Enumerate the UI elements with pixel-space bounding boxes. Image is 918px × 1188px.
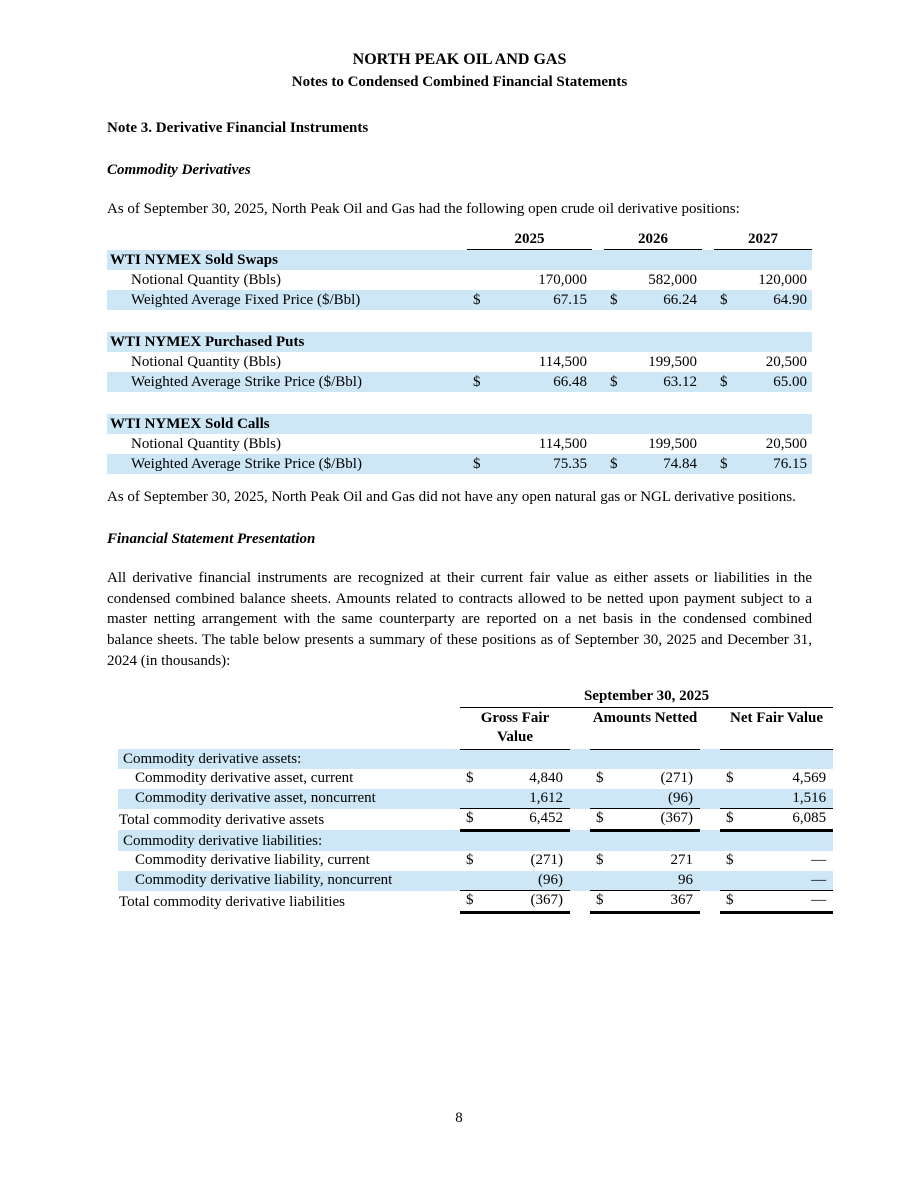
dollar-sign: $ [726, 892, 734, 909]
date-header-row [118, 687, 833, 707]
dollar-sign: $ [466, 852, 474, 869]
spacer-row [107, 310, 812, 332]
table-row: Notional Quantity (Bbls) 114,500 199,500 20,500 [131, 353, 807, 370]
note-heading: Note 3. Derivative Financial Instruments [107, 120, 369, 136]
category-row-assets: Commodity derivative assets: [118, 749, 833, 769]
year-2025: 2025 [467, 229, 592, 250]
spacer-row [107, 392, 812, 414]
dollar-sign: $ [466, 810, 474, 827]
table-row: Notional Quantity (Bbls) 114,500 199,500 20,500 [131, 435, 807, 452]
dollar-sign: $ [596, 810, 604, 827]
year-2027: 2027 [714, 229, 812, 250]
dollar-sign: $ [596, 852, 604, 869]
table-row: Commodity derivative liability, noncurrent (96) 96 — [118, 871, 833, 891]
column-header-row [118, 707, 833, 749]
dollar-sign: $ [726, 810, 734, 827]
dollar-sign: $ [720, 455, 728, 472]
table-row: Commodity derivative liability, current $ (271) $ 271 $ — [118, 851, 833, 871]
commodity-derivatives-heading: Commodity Derivatives [107, 162, 251, 178]
dollar-sign: $ [473, 455, 481, 472]
dollar-sign: $ [610, 455, 618, 472]
dollar-sign: $ [720, 373, 728, 390]
section-sold-calls: WTI NYMEX Sold Calls [107, 414, 812, 434]
table-row: Weighted Average Fixed Price ($/Bbl) $ 67.15 $ 66.24 $ 64.90 [107, 290, 812, 310]
table-row: Weighted Average Strike Price ($/Bbl) $ 66.48 $ 63.12 $ 65.00 [107, 372, 812, 392]
dollar-sign: $ [596, 770, 604, 787]
dollar-sign: $ [610, 291, 618, 308]
paragraph-presentation: All derivative financial instruments are recognized at their current fair value as either assets or liabilities in the condensed combined balance sheets. Amounts related to contracts allowed to be netted upon payment subject to a master netting arrangement with the same counterparty are reported on a net basis in the condensed combined balance sheets. The table below presents a summary of these positions as of September 30, 2025 and December 31, 2024 (in thousands): [107, 570, 812, 669]
dollar-sign: $ [720, 291, 728, 308]
paragraph-open-positions: As of September 30, 2025, North Peak Oil and Gas had the following open crude oil derivative positions: [107, 201, 740, 217]
dollar-sign: $ [473, 291, 481, 308]
section-purchased-puts: WTI NYMEX Purchased Puts [107, 332, 812, 352]
dollar-sign: $ [466, 770, 474, 787]
column-header-gross: Gross Fair Value [460, 707, 570, 749]
summary-table [118, 687, 833, 914]
dollar-sign: $ [596, 892, 604, 909]
category-row-liabilities: Commodity derivative liabilities: [118, 830, 833, 851]
total-row-assets: Total commodity derivative assets $ 6,452 $ (367) $ 6,085 [118, 809, 833, 831]
table-row: Weighted Average Strike Price ($/Bbl) $ 75.35 $ 74.84 $ 76.15 [107, 454, 812, 474]
total-row-liabilities: Total commodity derivative liabilities $ (367) $ 367 $ — [118, 891, 833, 913]
dollar-sign: $ [466, 892, 474, 909]
dollar-sign: $ [610, 373, 618, 390]
dollar-sign: $ [473, 373, 481, 390]
page-number: 8 [455, 1110, 463, 1126]
presentation-heading: Financial Statement Presentation [107, 531, 316, 548]
dollar-sign: $ [726, 852, 734, 869]
date-header: September 30, 2025 [460, 687, 833, 707]
dollar-sign: $ [726, 770, 734, 787]
positions-table [107, 229, 812, 474]
column-header-netted: Amounts Netted [590, 707, 700, 749]
table-row: Commodity derivative asset, noncurrent 1,612 (96) 1,516 [118, 789, 833, 809]
table-row: Commodity derivative asset, current $ 4,840 $ (271) $ 4,569 [118, 769, 833, 789]
page-subtitle: Notes to Condensed Combined Financial Statements [291, 74, 628, 90]
table-row: Notional Quantity (Bbls) 170,000 582,000 120,000 [131, 271, 807, 288]
paragraph-no-gas: As of September 30, 2025, North Peak Oil and Gas did not have any open natural gas or NGL derivative positions. [107, 488, 796, 505]
year-header-row [107, 229, 812, 250]
page-title: NORTH PEAK OIL AND GAS [352, 51, 567, 68]
column-header-net: Net Fair Value [720, 707, 833, 749]
section-sold-swaps: WTI NYMEX Sold Swaps [107, 249, 812, 270]
year-2026: 2026 [604, 229, 702, 250]
